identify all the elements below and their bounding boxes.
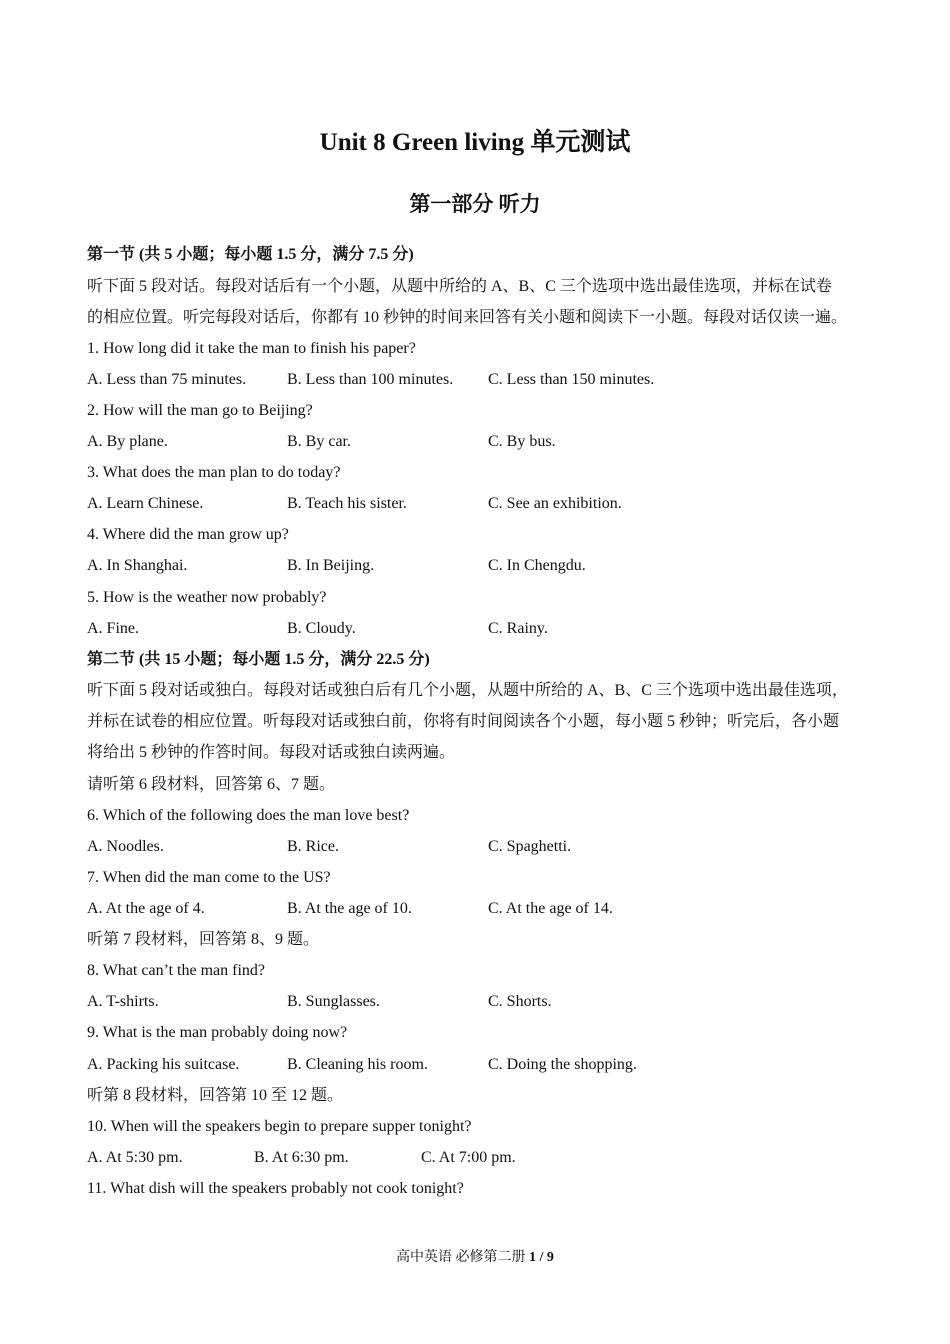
q10-option-c: C. At 7:00 pm. [421,1149,516,1166]
q3-option-c: C. See an exhibition. [488,495,622,512]
q7-option-a: A. At the age of 4. [87,900,205,917]
q9-option-b: B. Cleaning his room. [287,1056,428,1073]
question-8: 8. What can’t the man find? [87,962,266,979]
part-title: 第一部分 听力 [409,192,541,216]
section1-instruction-1: 听下面 5 段对话。每段对话后有一个小题，从题中所给的 A、B、C 三个选项中选出最佳选项，并标在试卷 [87,278,832,295]
q1-option-a: A. Less than 75 minutes. [87,371,247,388]
question-4: 4. Where did the man grow up? [87,526,289,543]
question-2: 2. How will the man go to Beijing? [87,402,313,419]
q2-option-c: C. By bus. [488,433,556,450]
q4-option-a: A. In Shanghai. [87,557,188,574]
document-title: Unit 8 Green living 单元测试 [319,129,631,156]
q5-option-b: B. Cloudy. [287,620,356,637]
question-3: 3. What does the man plan to do today? [87,464,341,481]
q5-option-a: A. Fine. [87,620,139,637]
q8-option-a: A. T-shirts. [87,993,159,1010]
q2-option-b: B. By car. [287,433,351,450]
material-6-note: 请听第 6 段材料，回答第 6、7 题。 [87,776,336,793]
footer-label: 高中英语 必修第二册 [396,1250,526,1265]
q8-option-b: B. Sunglasses. [287,993,380,1010]
q9-option-c: C. Doing the shopping. [488,1056,637,1073]
question-11: 11. What dish will the speakers probably not cook tonight? [87,1180,464,1197]
question-9: 9. What is the man probably doing now? [87,1024,348,1041]
material-8-note: 听第 8 段材料，回答第 10 至 12 题。 [87,1087,344,1104]
page-number: 1 / 9 [529,1250,554,1265]
q1-option-c: C. Less than 150 minutes. [488,371,655,388]
q6-option-c: C. Spaghetti. [488,838,572,855]
page-footer [0,1246,950,1266]
q4-option-b: B. In Beijing. [287,557,375,574]
material-7-note: 听第 7 段材料，回答第 8、9 题。 [87,931,320,948]
section2-heading: 第二节 (共 15 小题；每小题 1.5 分，满分 22.5 分) [87,651,430,668]
q6-option-b: B. Rice. [287,838,339,855]
q3-option-b: B. Teach his sister. [287,495,407,512]
q1-option-b: B. Less than 100 minutes. [287,371,454,388]
q9-option-a: A. Packing his suitcase. [87,1056,240,1073]
section1-heading: 第一节 (共 5 小题；每小题 1.5 分，满分 7.5 分) [87,246,414,263]
q7-option-c: C. At the age of 14. [488,900,613,917]
q3-option-a: A. Learn Chinese. [87,495,204,512]
section2-instruction-3: 将给出 5 秒钟的作答时间。每段对话或独白读两遍。 [87,744,456,761]
q10-option-b: B. At 6:30 pm. [254,1149,349,1166]
section1-instruction-2: 的相应位置。听完每段对话后，你都有 10 秒钟的时间来回答有关小题和阅读下一小题。每段对话仅读一遍。 [87,309,848,326]
section2-instruction-1: 听下面 5 段对话或独白。每段对话或独白后有几个小题，从题中所给的 A、B、C 三个选项中选出最佳选项， [87,682,848,699]
q4-option-c: C. In Chengdu. [488,557,586,574]
q10-option-a: A. At 5:30 pm. [87,1149,183,1166]
section2-instruction-2: 并标在试卷的相应位置。听每段对话或独白前，你将有时间阅读各个小题，每小题 5 秒钟；听完后，各小题 [87,713,840,730]
question-1: 1. How long did it take the man to finish his paper? [87,340,416,357]
question-5: 5. How is the weather now probably? [87,589,327,606]
q8-option-c: C. Shorts. [488,993,552,1010]
q7-option-b: B. At the age of 10. [287,900,412,917]
q6-option-a: A. Noodles. [87,838,164,855]
question-7: 7. When did the man come to the US? [87,869,331,886]
q5-option-c: C. Rainy. [488,620,548,637]
question-6: 6. Which of the following does the man love best? [87,807,410,824]
question-10: 10. When will the speakers begin to prepare supper tonight? [87,1118,472,1135]
q2-option-a: A. By plane. [87,433,168,450]
